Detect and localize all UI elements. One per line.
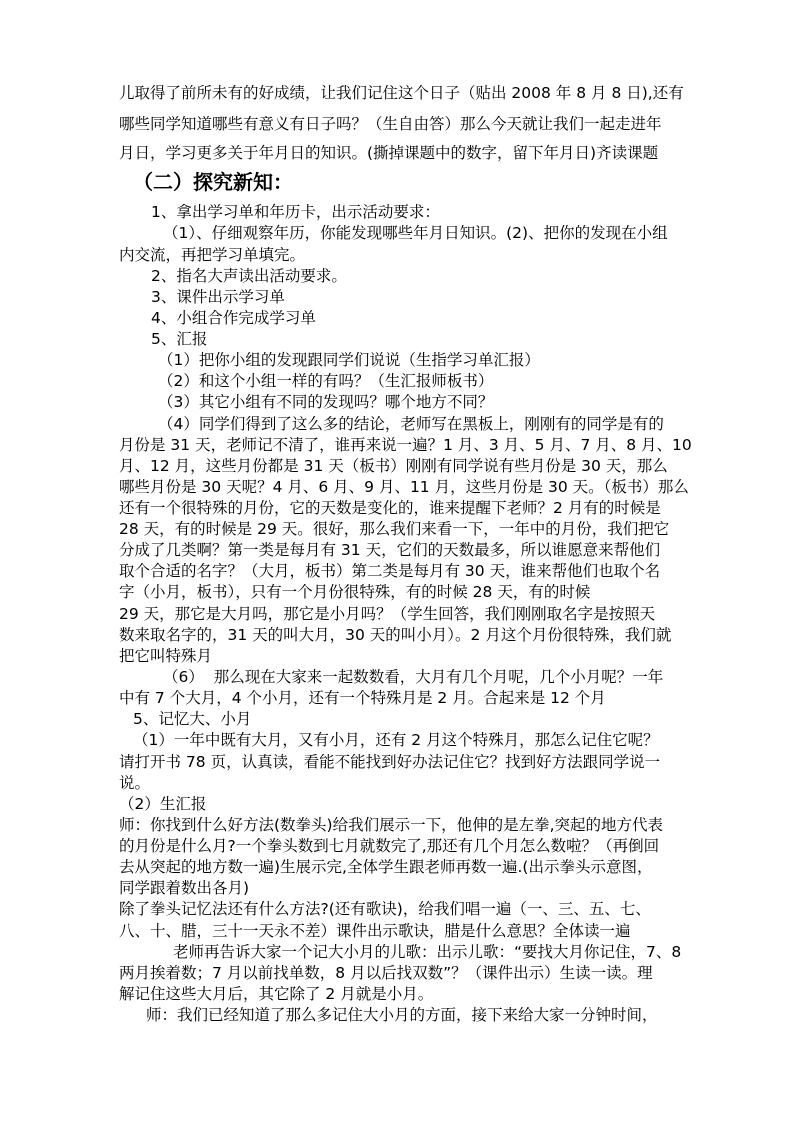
text-line: 月份是 31 天，老师记不清了，谁再来说一遍？1 月、3 月、5 月、7 月、8 月、10 (119, 436, 692, 454)
text-line: （6） 那么现在大家来一起数数看，大月有几个月呢，几个小月呢？一年 (163, 668, 664, 686)
text-line: 把它叫特殊月 (119, 647, 213, 665)
text-line: 4、小组合作完成学习单 (151, 309, 316, 327)
section-heading: （二）探究新知： (133, 170, 293, 194)
text-line: （2）生汇报 (119, 795, 207, 813)
text-line: 儿取得了前所未有的好成绩，让我们记住这个日子（贴出 2008 年 8 月 8 日),还有 (119, 84, 684, 102)
text-line: 5、汇报 (151, 330, 208, 348)
text-line: 还有一个很特殊的月份，它的天数是变化的，谁来提醒下老师？2 月有的时候是 (119, 499, 661, 517)
text-line: 哪些月份是 30 天呢？4 月、6 月、9 月、11 月，这些月份是 30 天。（板书）那么 (119, 478, 689, 496)
text-line: 同学跟着数出各月) (119, 879, 250, 897)
text-line: 2、指名大声读出活动要求。 (151, 267, 347, 285)
text-line: 的月份是什么月?一个拳头数到七月就数完了,那还有几个月怎么数啦？（再倒回 (119, 837, 660, 855)
text-line: （1）一年中既有大月，又有小月，还有 2 月这个特殊月，那怎么记住它呢？ (133, 731, 659, 749)
text-line: （4）同学们得到了这么多的结论，老师写在黑板上，刚刚有的同学是有的 (158, 415, 664, 433)
text-line: （1）、仔细观察年历，你能发现哪些年月日知识。(2)、把你的发现在小组 (163, 224, 668, 242)
text-line: （1）把你小组的发现跟同学们说说（生指学习单汇报） (158, 351, 540, 369)
text-line: 八、十、腊，三十一天永不差）课件出示歌诀，腊是什么意思？全体读一遍 (119, 922, 631, 940)
text-line: 3、课件出示学习单 (151, 288, 285, 306)
text-line: 老师再告诉大家一个记大小月的儿歌：出示儿歌：“要找大月你记住，7、8 (173, 943, 682, 961)
text-line: 29 天，那它是大月吗，那它是小月吗？（学生回答，我们刚刚取名字是按照天 (119, 605, 656, 623)
text-line: 中有 7 个大月，4 个小月，还有一个特殊月是 2 月。合起来是 12 个月 (119, 689, 606, 707)
text-line: 请打开书 78 页，认真读，看能不能找到好办法记住它？找到好方法跟同学说一 (119, 753, 661, 771)
text-line: 取个合适的名字？（大月，板书）第二类是每月有 30 天，谁来帮他们也取个名 (119, 562, 661, 580)
text-line: 除了拳头记忆法还有什么方法?(还有歌诀)，给我们唱一遍（一、三、五、七、 (119, 900, 651, 918)
text-line: 师：我们已经知道了那么多记住大小月的方面，接下来给大家一分钟时间， (146, 1006, 658, 1024)
text-line: 月日，学习更多关于年月日的知识。(撕掉课题中的数字，留下年月日)齐读课题 (119, 144, 659, 162)
text-line: 去从突起的地方数一遍)生展示完,全体学生跟老师再数一遍.(出示拳头示意图， (119, 858, 653, 876)
text-line: 师：你找到什么好方法(数拳头)给我们展示一下，他伸的是左拳,突起的地方代表 (119, 816, 664, 834)
text-line: 月、12 月，这些月份都是 31 天（板书）刚刚有同学说有些月份是 30 天，那么 (119, 457, 668, 475)
text-line: （3）其它小组有不同的发现吗？哪个地方不同？ (158, 393, 494, 411)
text-line: 1、拿出学习单和年历卡，出示活动要求： (151, 203, 440, 221)
text-line: 解记住这些大月后，其它除了 2 月就是小月。 (119, 985, 434, 1003)
text-line: 5、记忆大、小月 (133, 710, 252, 728)
text-line: 哪些同学知道哪些有意义有日子吗？（生自由答）那么今天就让我们一起走进年 (119, 115, 662, 133)
text-line: 分成了几类啊？第一类是每月有 31 天，它们的天数最多，所以谁愿意来帮他们 (119, 541, 661, 559)
text-line: 28 天，有的时候是 29 天。很好，那么我们来看一下，一年中的月份，我们把它 (119, 520, 670, 538)
text-line: （2）和这个小组一样的有吗？（生汇报师板书） (158, 372, 494, 390)
text-line: 字（小月，板书），只有一个月份很特殊，有的时候 28 天，有的时候 (119, 583, 591, 601)
text-line: 数来取名字的，31 天的叫大月，30 天的叫小月）。2 月这个月份很特殊，我们就 (119, 626, 672, 644)
text-line: 说。 (119, 774, 151, 792)
text-line: 内交流，再把学习单填完。 (119, 246, 306, 264)
text-line: 两月挨着数；7 月以前找单数，8 月以后找双数”？（课件出示）生读一读。理 (119, 964, 653, 982)
